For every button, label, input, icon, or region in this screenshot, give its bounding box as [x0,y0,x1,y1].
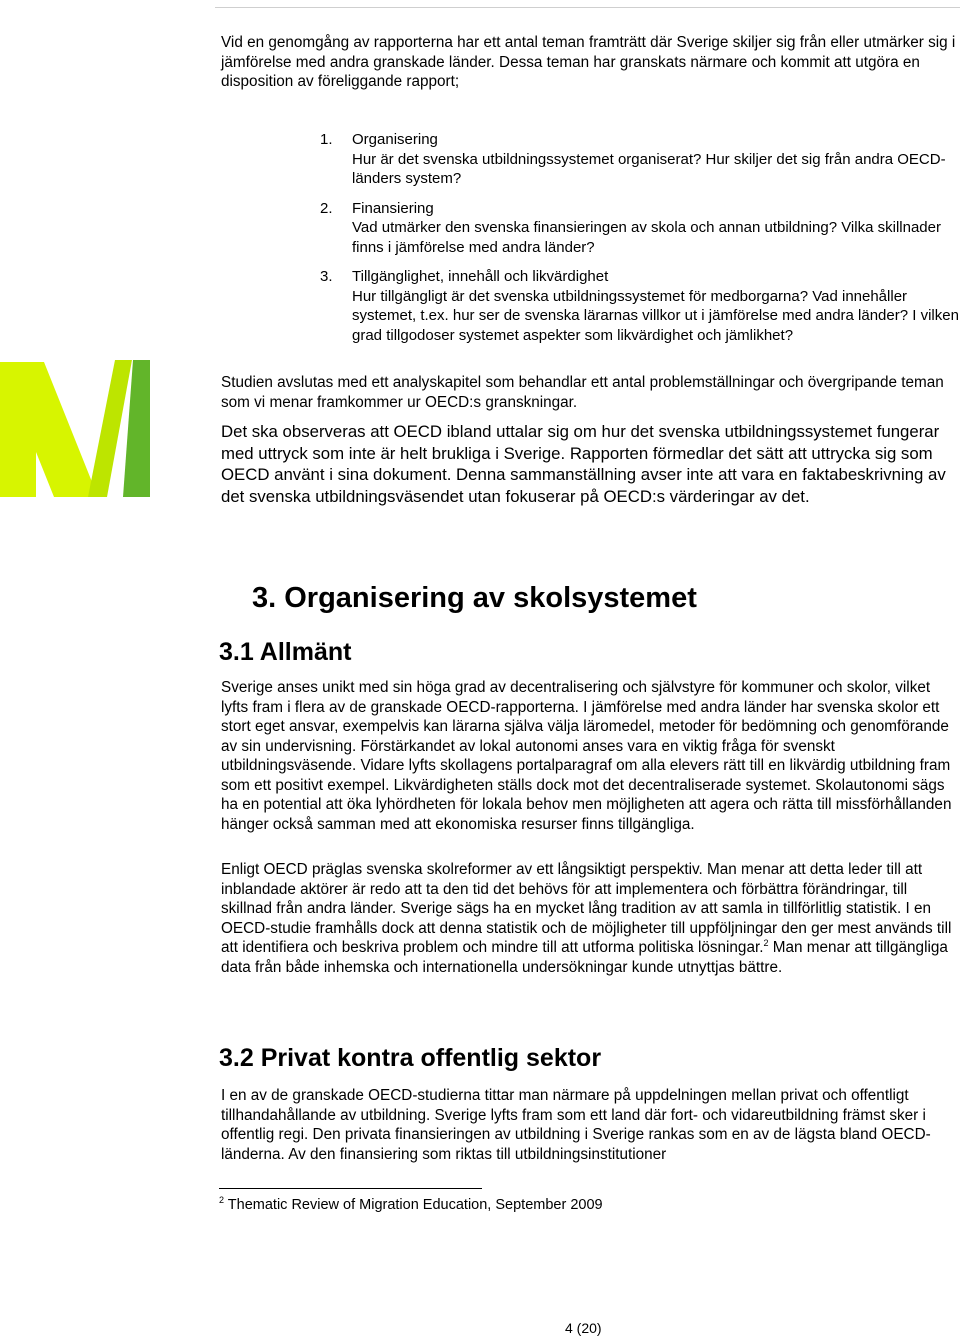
theme-title: Tillgänglighet, innehåll och likvärdighet [352,268,609,285]
theme-list [320,130,960,355]
chapter-heading: 3. Organisering av skolsystemet [252,582,697,614]
theme-item-tillganglighet [320,267,960,345]
footnote-number: 2 [219,1195,225,1206]
privat-offentlig-paragraph: I en av de granskade OECD-studierna tittar man närmare på uppdelningen mellan privat och offentligt tillhandahållande av utbildning. Sverige lyfts fram som ett land där fort- och vidareutbildning främst sker i offentlig regi. Den privata finansieringen av utbildning i Sverige rankas som en av de lägsta bland OECD-länderna. Av den finansiering som riktas till utbildningsinstitutioner [221,1087,931,1163]
theme-description: Hur tillgängligt är det svenska utbildningssystemet för medborgarna? Vad innehåller systemet, t.ex. hur ser de svenska lärarnas villkor ut i jämförelse med andra länder? I vilken grad tillgodoser systemet aspekter som likvärdighet och jämlikhet? [352,287,959,344]
theme-number: 3. [320,268,333,285]
conclusion-paragraph: Studien avslutas med ett analyskapitel som behandlar ett antal problemställningar och övergripande teman som vi menar framkommer ur OECD:s granskningar. [221,374,944,411]
theme-title: Organisering [352,131,438,148]
footnote-reference: 2 [763,937,769,948]
allmant-paragraph-2 [221,860,956,977]
theme-item-finansiering [320,199,960,258]
m-logo-icon [0,360,150,497]
section-heading-privat-offentlig: 3.2 Privat kontra offentlig sektor [219,1044,602,1072]
theme-number: 1. [320,131,333,148]
allmant-paragraph-1: Sverige anses unikt med sin höga grad av decentralisering och självstyre för kommuner och skolor, vilket lyfts fram i flera av de granskade OECD-rapporterna. I jämförelse med andra länder har svenska skolor ett stort eget ansvar, exempelvis kan lärarna själva välja läromedel, metoder för bedömning och genomförande av sin undervisning. Förstärkandet av lokal autonomi anses vara en viktig fråga för svenskt utbildningsväsende. Vidare lyfts skollagens portalparagraf om alla elevers rätt till en likvärdig utbildning fram som ett positivt exempel. Likvärdigheten ställs dock mot det decentraliserade systemet. Skolautonomi sägs ha en potential att öka lyhördheten för lokala behov men möjligheten att agera och rätta till missförhållanden hänger också samman med att ekonomiska resurser finns tillgängliga. [221,679,952,833]
oecd-note-paragraph: Det ska observeras att OECD ibland uttalar sig om hur det svenska utbildningssystemet fungerar med uttryck som inte är helt brukliga i Sverige. Rapporten förmedlar det sätt att uttrycka sig som OECD använt i sina dokument. Denna sammanställning avser inte att vara en faktabeskrivning av det svenska utbildningsväsendet utan fokuserar på OECD:s värderingar av det. [221,422,946,506]
section-heading-allmant: 3.1 Allmänt [219,638,352,666]
logo-left-stroke [0,362,36,497]
theme-item-organisering [320,130,960,189]
page-number: 4 (20) [565,1320,602,1336]
intro-paragraph: Vid en genomgång av rapporterna har ett antal teman framträtt där Sverige skiljer sig från eller utmärker sig i jämförelse med andra granskade länder. Dessa teman har granskats närmare och kommit att utgöra en disposition av föreliggande rapport; [221,34,956,90]
theme-description: Vad utmärker den svenska finansieringen av skola och annan utbildning? Vilka skillnader finns i jämförelse med andra länder? [352,219,941,256]
allmant-paragraph-2-text: Enligt OECD präglas svenska skolreformer av ett långsiktigt perspektiv. Man menar att detta leder till att inblandade aktörer är redo att ta den tid det behövs för att implementera och förbättra förändringar, till skillnad från andra länder. Sverige sägs ha en mycket lång tradition av att samla in tillförlitlig statistik. I en OECD-studie framhålls dock att denna statistik och de möjligheter till uppföljningar den ger mest används till att identifiera och beskriva problem och mindre till att utforma politiska lösningar. [221,861,952,956]
theme-title: Finansiering [352,199,434,217]
theme-description: Hur är det svenska utbildningssystemet organiserat? Hur skiljer det sig från andra OECD-länders system? [352,150,946,187]
allmant-paragraph-2-continuation: Man menar att tillgängliga data från både inhemska och internationella undersökningar kunde utnyttjas bättre. [221,939,948,976]
header-rule [215,7,960,8]
footnote-separator [219,1188,482,1189]
footnote-text: Thematic Review of Migration Education, September 2009 [227,1197,603,1213]
footnote [219,1195,603,1215]
theme-number: 2. [320,199,333,217]
